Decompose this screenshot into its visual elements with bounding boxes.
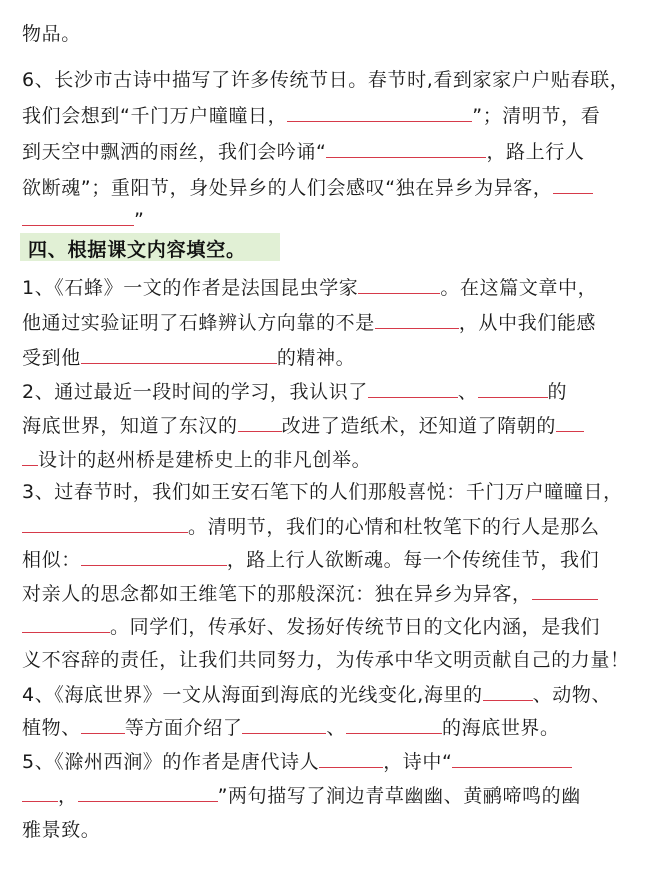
item1-line-2: 他通过实验证明了石蜂辨认方向靠的不是 ，从中我们能感 [22,312,597,334]
item3-line-1: 3、过春节时，我们如王安石笔下的人们那般喜悦：千门万户曈曈日， [22,481,623,503]
q6-line-5: 欲断魂”；重阳节，身处异乡的人们会感叹“独在异乡为异客， [22,175,629,200]
answer-blank[interactable] [556,413,584,432]
q6-line-4: 到天空中飘洒的雨丝，我们会吟诵“ ，路上行人 [22,141,585,163]
item3-line-2: 。清明节，我们的心情和杜牧笔下的行人是那么 [22,514,629,539]
answer-blank[interactable] [368,379,458,398]
item2-line-1: 2、通过最近一段时间的学习，我认识了 、 的 [22,381,568,403]
item3-line-6: 义不容辞的责任，让我们共同努力，为传承中华文明贡献自己的力量！ [22,649,630,671]
answer-blank[interactable] [81,345,277,364]
item4-line-1: 4、《海底世界》一文从海面到海底的光线变化,海里的 、动物、 [22,684,612,706]
answer-blank[interactable] [22,514,188,533]
answer-blank[interactable] [242,715,326,734]
answer-blank[interactable] [553,175,593,194]
q6-line-2: 6、长沙市古诗中描写了许多传统节日。春节时,看到家家户户贴春联， [22,69,630,91]
item2-line-2: 海底世界，知道了东汉的 改进了造纸术，还知道了隋朝的 [22,413,629,438]
item3-line-5: 。同学们，传承好、发扬好传统节日的文化内涵，是我们 [22,614,629,639]
item1-line-3: 受到他 的精神。 [22,347,356,369]
answer-blank[interactable] [22,207,134,226]
section-4-title: 四、根据课文内容填空。 [28,239,246,261]
item5-line-1: 5、《滁州西涧》的作者是唐代诗人 ，诗中“ [22,749,629,774]
item3-line-4: 对亲人的思念都如王维笔下的那般深沉：独在异乡为异客， [22,581,629,606]
answer-blank[interactable] [22,447,38,466]
item2-line-3: 设计的赵州桥是建桥史上的非凡创举。 [22,447,629,472]
q6-line-1: 物品。 [22,23,81,45]
section-4-header [20,233,280,261]
item5-line-3: 雅景致。 [22,819,101,841]
answer-blank[interactable] [346,715,442,734]
answer-blank[interactable] [81,547,227,566]
answer-blank[interactable] [78,783,218,802]
answer-blank[interactable] [22,614,110,633]
answer-blank[interactable] [358,275,440,294]
answer-blank[interactable] [326,139,486,158]
answer-blank[interactable] [287,103,472,122]
item3-line-3: 相似： ，路上行人欲断魂。每一个传统佳节，我们 [22,549,600,571]
answer-blank[interactable] [81,715,125,734]
answer-blank[interactable] [483,682,533,701]
answer-blank[interactable] [319,749,383,768]
item1-line-1: 1、《石蜂》一文的作者是法国昆虫学家 。在这篇文章中， [22,277,598,299]
answer-blank[interactable] [478,379,548,398]
q6-line-3: 我们会想到“千门万户曈曈日， ”；清明节，看 [22,105,601,127]
answer-blank[interactable] [532,581,598,600]
q6-line-6: ” [22,207,629,232]
item5-line-2: ， ”两句描写了涧边青草幽幽、黄鹂啼鸣的幽 [22,783,629,808]
item4-line-2: 植物、 等方面介绍了 、 的海底世界。 [22,717,560,739]
answer-blank[interactable] [238,413,282,432]
answer-blank[interactable] [375,310,459,329]
answer-blank[interactable] [22,783,58,802]
answer-blank[interactable] [452,749,572,768]
